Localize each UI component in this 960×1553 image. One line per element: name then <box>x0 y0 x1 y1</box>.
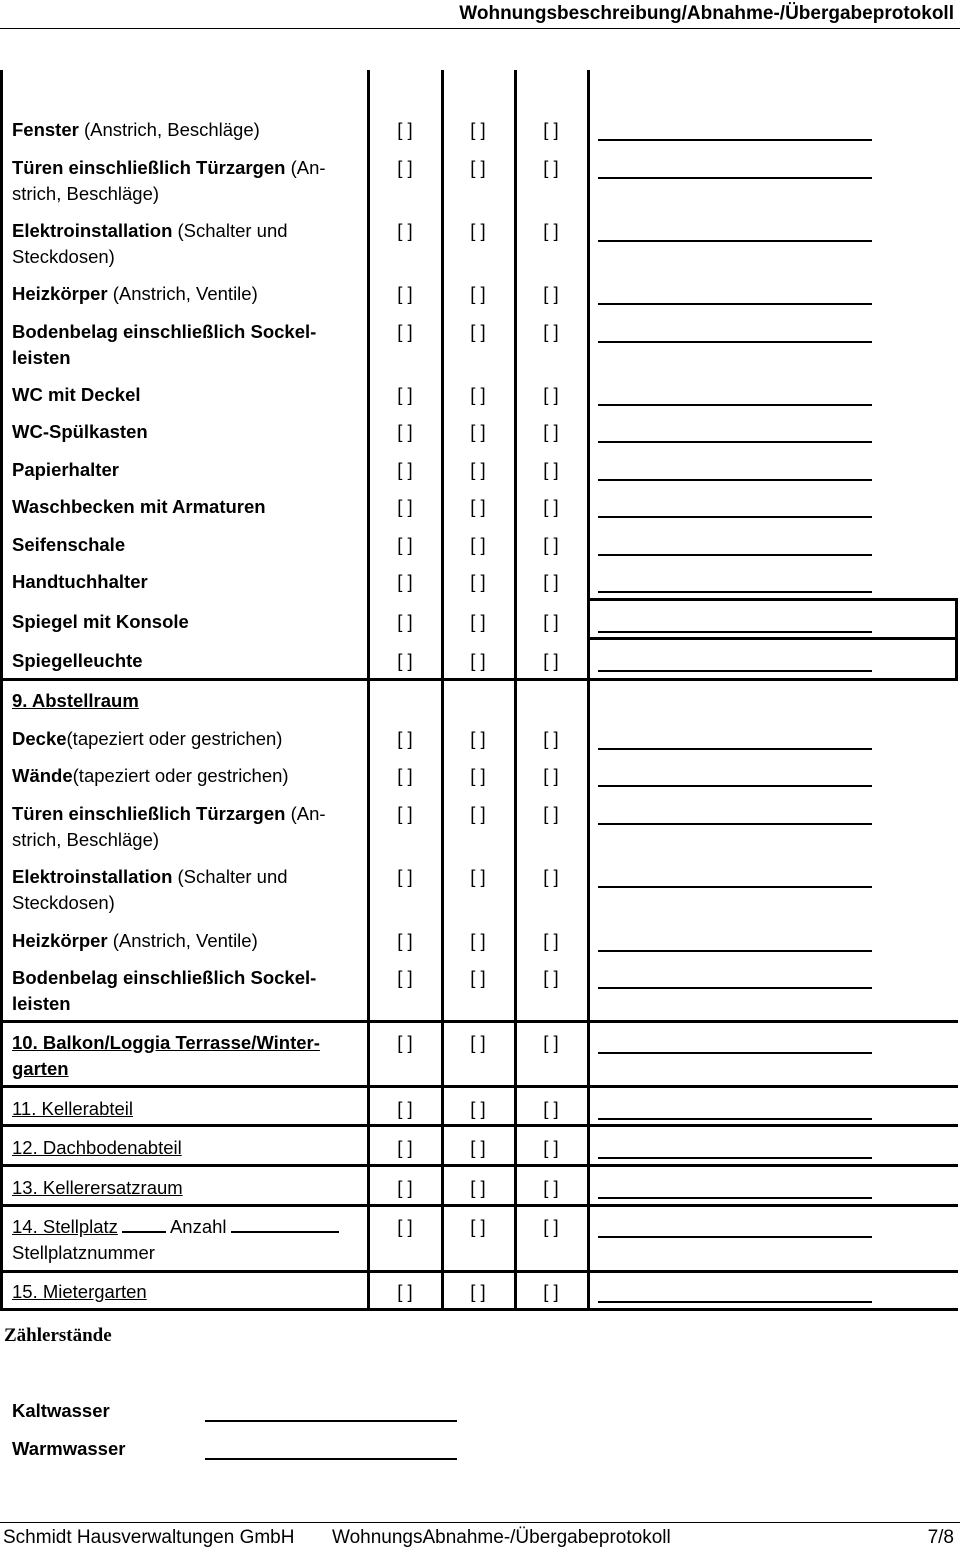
checkbox-column-2[interactable]: [ ] <box>470 765 486 786</box>
item-label <box>12 648 357 674</box>
checkbox-column-3[interactable]: [ ] <box>543 534 559 555</box>
item-label <box>12 319 357 371</box>
checkbox-column-3[interactable]: [ ] <box>543 1032 559 1053</box>
item-name: Wände <box>12 765 73 786</box>
table-row <box>0 801 960 861</box>
item-name: WC-Spülkasten <box>12 421 148 442</box>
checkbox-column-2[interactable]: [ ] <box>470 157 486 178</box>
item-name: Elektroinstallation <box>12 866 173 887</box>
checkbox-column-3[interactable]: [ ] <box>543 765 559 786</box>
remarks-line[interactable] <box>598 441 872 443</box>
item-detail: (Anstrich, Ventile) <box>107 930 258 951</box>
checkbox-column-1[interactable]: [ ] <box>397 421 413 442</box>
item-detail: (Anstrich, Beschläge) <box>78 119 260 140</box>
checkbox-column-1[interactable]: [ ] <box>397 728 413 749</box>
checkbox-column-1[interactable]: [ ] <box>397 496 413 517</box>
item-label <box>12 864 357 916</box>
table-row <box>0 1214 960 1274</box>
item-label <box>12 117 357 143</box>
item-name: Türen einschließlich Türzargen <box>12 803 286 824</box>
remarks-line[interactable] <box>598 631 872 633</box>
checkbox-column-3[interactable]: [ ] <box>543 728 559 749</box>
checkbox-column-2[interactable]: [ ] <box>470 967 486 988</box>
checkbox-column-3[interactable]: [ ] <box>543 1098 559 1119</box>
checkbox-column-3[interactable]: [ ] <box>543 611 559 632</box>
remarks-line[interactable] <box>598 479 872 481</box>
item-detail: (tapeziert oder gestrichen) <box>72 765 289 786</box>
anzahl-blank[interactable] <box>231 1217 339 1233</box>
checkbox-column-1[interactable]: [ ] <box>397 459 413 480</box>
item-label <box>12 494 357 520</box>
checkbox-column-2[interactable]: [ ] <box>470 534 486 555</box>
item-name: Türen einschließlich Türzargen <box>12 157 286 178</box>
checkbox-column-1[interactable]: [ ] <box>397 866 413 887</box>
checkbox-column-1[interactable]: [ ] <box>397 157 413 178</box>
checkbox-column-1[interactable]: [ ] <box>397 967 413 988</box>
item-label <box>12 928 357 954</box>
checkbox-column-3[interactable]: [ ] <box>543 321 559 342</box>
section-row-label: 13. Kellerersatzraum <box>12 1177 183 1198</box>
item-label <box>12 532 357 558</box>
section-row-label: 11. Kellerabteil <box>12 1098 134 1119</box>
checkbox-column-1[interactable]: [ ] <box>397 384 413 405</box>
stellplatznummer-label: Stellplatznummer <box>12 1242 155 1263</box>
checkbox-column-3[interactable]: [ ] <box>543 1281 559 1302</box>
checkbox-column-3[interactable]: [ ] <box>543 967 559 988</box>
item-label <box>12 218 357 270</box>
checkbox-column-3[interactable]: [ ] <box>543 803 559 824</box>
item-label <box>12 155 357 207</box>
checkbox-column-2[interactable]: [ ] <box>470 1216 486 1237</box>
item-label <box>12 457 357 483</box>
item-detail: (Schalter und Steckdosen) <box>12 220 288 267</box>
remarks-line[interactable] <box>598 516 872 518</box>
item-label <box>12 609 357 635</box>
item-name: Papierhalter <box>12 459 119 480</box>
checkbox-column-1[interactable]: [ ] <box>397 930 413 951</box>
checkbox-column-3[interactable]: [ ] <box>543 1177 559 1198</box>
checkbox-column-1[interactable]: [ ] <box>397 1281 413 1302</box>
checkbox-column-2[interactable]: [ ] <box>470 571 486 592</box>
checkbox-column-3[interactable]: [ ] <box>543 866 559 887</box>
checkbox-column-1[interactable]: [ ] <box>397 321 413 342</box>
item-name: Spiegelleuchte <box>12 650 143 671</box>
item-label <box>12 763 357 789</box>
item-name: Handtuchhalter <box>12 571 148 592</box>
item-label <box>12 569 357 595</box>
checkbox-column-2[interactable]: [ ] <box>470 496 486 517</box>
remarks-line[interactable] <box>598 1236 872 1238</box>
table-row <box>0 218 960 278</box>
item-label <box>12 419 357 445</box>
table-row <box>0 965 960 1025</box>
checkbox-column-3[interactable]: [ ] <box>543 384 559 405</box>
footer-document: WohnungsAbnahme-/Übergabeprotokoll <box>332 1527 671 1548</box>
checkbox-column-1[interactable]: [ ] <box>397 765 413 786</box>
page-title: Wohnungsbeschreibung/Abnahme-/Übergabeprotokoll <box>459 3 954 24</box>
item-detail: (An- strich, Beschläge) <box>12 803 326 850</box>
remarks-line[interactable] <box>598 823 872 825</box>
item-detail: (tapeziert oder gestrichen) <box>66 728 283 749</box>
remarks-line[interactable] <box>598 987 872 989</box>
checkbox-column-2[interactable]: [ ] <box>470 1137 486 1158</box>
checkbox-column-2[interactable]: [ ] <box>470 384 486 405</box>
checkbox-column-1[interactable]: [ ] <box>397 119 413 140</box>
checkbox-column-2[interactable]: [ ] <box>470 728 486 749</box>
remarks-line[interactable] <box>598 785 872 787</box>
table-row <box>0 1030 960 1090</box>
checkbox-column-1[interactable]: [ ] <box>397 1177 413 1198</box>
checkbox-column-3[interactable]: [ ] <box>543 421 559 442</box>
checkbox-column-3[interactable]: [ ] <box>543 119 559 140</box>
item-name: Bodenbelag einschließlich Sockel- leisten <box>12 321 317 368</box>
checkbox-column-1[interactable]: [ ] <box>397 1032 413 1053</box>
checkbox-column-2[interactable]: [ ] <box>470 220 486 241</box>
checkbox-column-3[interactable]: [ ] <box>543 650 559 671</box>
item-label <box>12 801 357 853</box>
item-name: Elektroinstallation <box>12 220 173 241</box>
checkbox-column-2[interactable]: [ ] <box>470 1281 486 1302</box>
item-name: Decke <box>12 728 67 749</box>
item-label <box>12 281 357 307</box>
item-detail: (Schalter und Steckdosen) <box>12 866 288 913</box>
remarks-line[interactable] <box>598 591 872 593</box>
checkbox-column-2[interactable]: [ ] <box>470 611 486 632</box>
footer-page-number: 7/8 <box>927 1527 954 1548</box>
remarks-line[interactable] <box>598 554 872 556</box>
checkbox-column-3[interactable]: [ ] <box>543 157 559 178</box>
stellplatz-title: 14. Stellplatz <box>12 1216 118 1237</box>
checkbox-column-2[interactable]: [ ] <box>470 1098 486 1119</box>
remarks-line[interactable] <box>598 177 872 179</box>
item-name: Seifenschale <box>12 534 126 555</box>
remarks-line[interactable] <box>598 240 872 242</box>
checkbox-column-1[interactable]: [ ] <box>397 1137 413 1158</box>
item-name: Bodenbelag einschließlich Sockel- leisten <box>12 967 317 1014</box>
checkbox-column-3[interactable]: [ ] <box>543 930 559 951</box>
section-row-label: 15. Mietergarten <box>12 1281 147 1302</box>
item-name: Spiegel mit Konsole <box>12 611 189 632</box>
checkbox-column-2[interactable]: [ ] <box>470 459 486 480</box>
remarks-line[interactable] <box>598 1197 872 1199</box>
anzahl-label: Anzahl <box>169 1216 227 1237</box>
remarks-line[interactable] <box>598 886 872 888</box>
remarks-line[interactable] <box>598 748 872 750</box>
item-detail: (Anstrich, Ventile) <box>107 283 258 304</box>
stellplatz-blank[interactable] <box>122 1217 166 1233</box>
remarks-line[interactable] <box>598 1118 872 1120</box>
remarks-line[interactable] <box>598 303 872 305</box>
page-footer <box>0 1522 960 1553</box>
checkbox-column-2[interactable]: [ ] <box>470 650 486 671</box>
checkbox-column-3[interactable]: [ ] <box>543 220 559 241</box>
item-name: Heizkörper <box>12 930 108 951</box>
remarks-line[interactable] <box>598 950 872 952</box>
checkbox-column-3[interactable]: [ ] <box>543 1216 559 1237</box>
item-label <box>12 965 357 1017</box>
remarks-line[interactable] <box>598 1157 872 1159</box>
table-row <box>0 319 960 379</box>
checkbox-column-3[interactable]: [ ] <box>543 1137 559 1158</box>
checkbox-column-1[interactable]: [ ] <box>397 611 413 632</box>
remarks-line[interactable] <box>598 1052 872 1054</box>
footer-company: Schmidt Hausverwaltungen GmbH <box>3 1527 295 1548</box>
remarks-line[interactable] <box>598 139 872 141</box>
checkbox-column-2[interactable]: [ ] <box>470 119 486 140</box>
checkbox-column-2[interactable]: [ ] <box>470 321 486 342</box>
checkbox-column-3[interactable]: [ ] <box>543 571 559 592</box>
meter-label-kaltwasser: Kaltwasser <box>12 1400 110 1421</box>
section-row-label: 12. Dachbodenabteil <box>12 1137 182 1158</box>
checkbox-column-1[interactable]: [ ] <box>397 283 413 304</box>
checkbox-column-1[interactable]: [ ] <box>397 650 413 671</box>
stellplatz-label <box>12 1214 357 1266</box>
item-name: Heizkörper <box>12 283 108 304</box>
meter-label-warmwasser: Warmwasser <box>12 1438 126 1459</box>
table-row <box>0 1279 960 1339</box>
meter-section-title: Zählerstände <box>4 1325 112 1346</box>
checkbox-column-2[interactable]: [ ] <box>470 1177 486 1198</box>
checkbox-column-2[interactable]: [ ] <box>470 1032 486 1053</box>
item-label <box>12 382 357 408</box>
checkbox-column-2[interactable]: [ ] <box>470 930 486 951</box>
meter-value-line-warmwasser[interactable] <box>205 1458 457 1460</box>
item-name: WC mit Deckel <box>12 384 141 405</box>
checkbox-column-1[interactable]: [ ] <box>397 1098 413 1119</box>
item-name: Fenster <box>12 119 79 140</box>
meter-value-line-kaltwasser[interactable] <box>205 1420 457 1422</box>
page-header <box>0 0 960 29</box>
remarks-line[interactable] <box>598 670 872 672</box>
item-label <box>12 726 357 752</box>
checkbox-column-3[interactable]: [ ] <box>543 496 559 517</box>
checkbox-column-1[interactable]: [ ] <box>397 803 413 824</box>
checkbox-column-2[interactable]: [ ] <box>470 866 486 887</box>
remarks-line[interactable] <box>598 404 872 406</box>
checkbox-column-1[interactable]: [ ] <box>397 534 413 555</box>
item-detail: (An- strich, Beschläge) <box>12 157 326 204</box>
checkbox-column-1[interactable]: [ ] <box>397 1216 413 1237</box>
checkbox-column-1[interactable]: [ ] <box>397 220 413 241</box>
checkbox-column-3[interactable]: [ ] <box>543 283 559 304</box>
item-name: Waschbecken mit Armaturen <box>12 496 266 517</box>
checkbox-column-1[interactable]: [ ] <box>397 571 413 592</box>
section-row-label: 10. Balkon/Loggia Terrasse/Winter- garten <box>12 1032 320 1079</box>
checkbox-column-2[interactable]: [ ] <box>470 421 486 442</box>
section-heading: 9. Abstellraum <box>12 690 139 711</box>
remarks-line[interactable] <box>598 1301 872 1303</box>
checkbox-column-3[interactable]: [ ] <box>543 459 559 480</box>
remarks-line[interactable] <box>598 341 872 343</box>
checkbox-column-2[interactable]: [ ] <box>470 803 486 824</box>
checkbox-column-2[interactable]: [ ] <box>470 283 486 304</box>
table-row <box>0 155 960 215</box>
table-row <box>0 864 960 924</box>
